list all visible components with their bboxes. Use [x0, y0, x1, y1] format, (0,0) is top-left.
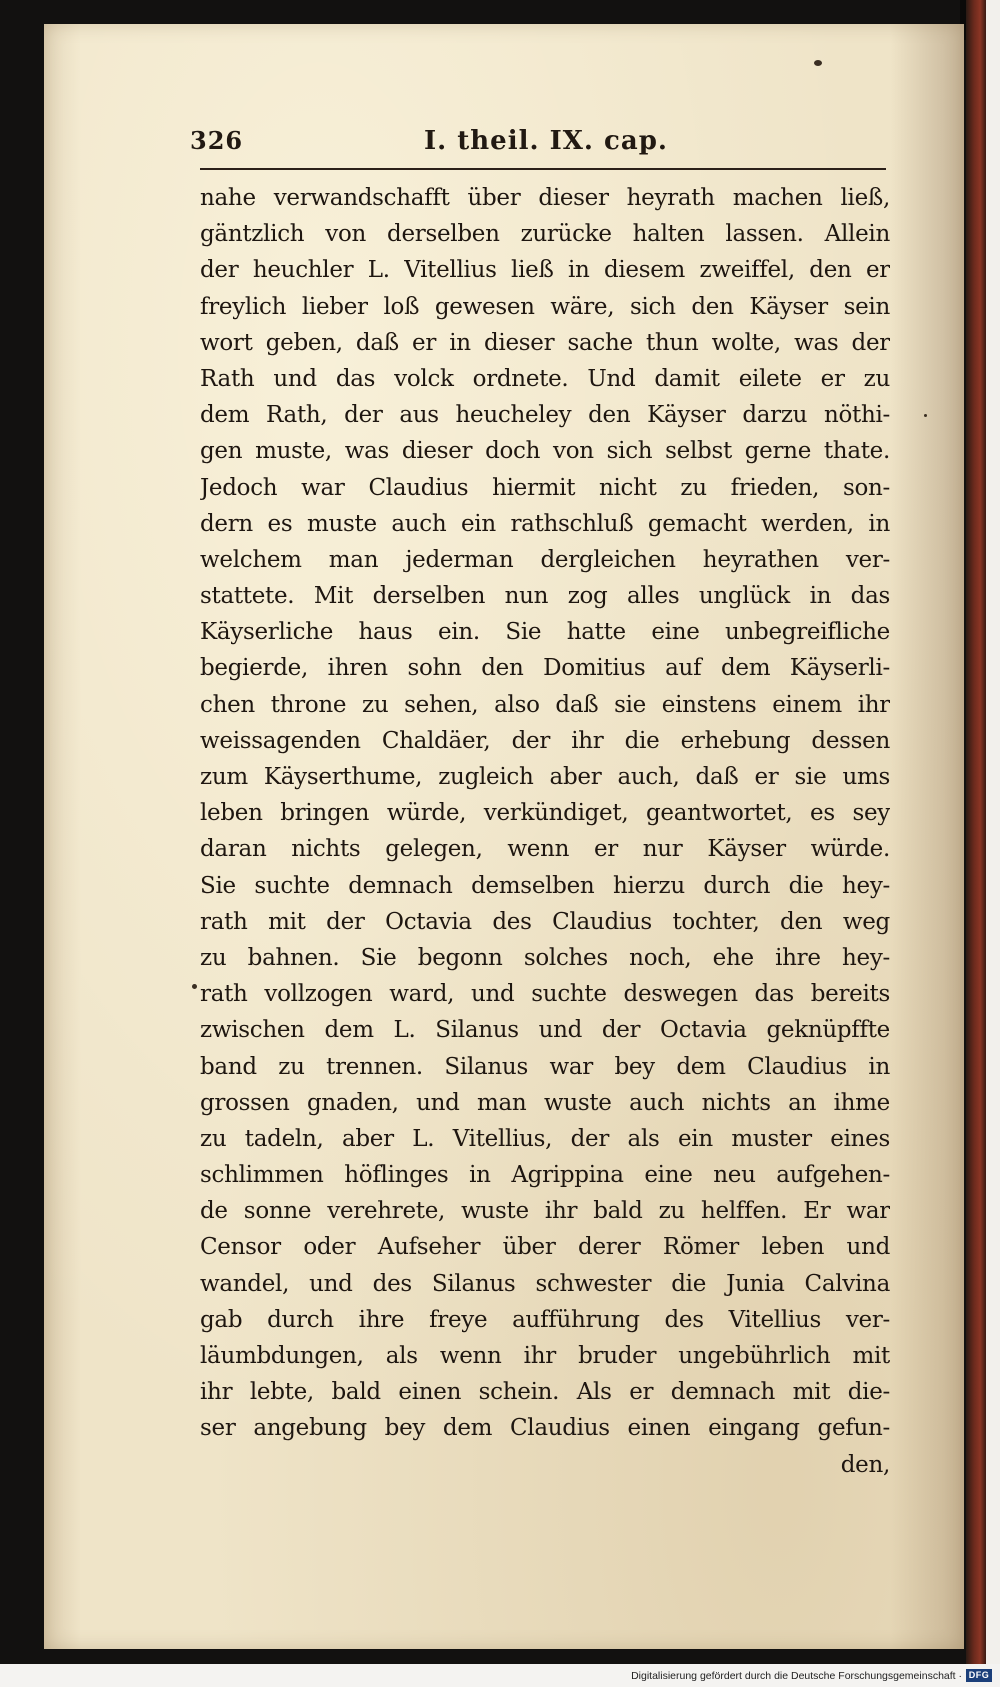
- text-line: Rath und das volck ordnete. Und damit eilete er zu: [200, 365, 890, 392]
- text-line: band zu trennen. Silanus war bey dem Claudius in: [200, 1053, 890, 1080]
- text-line: zum Käyserthume, zugleich aber auch, daß er sie ums: [200, 764, 890, 790]
- text-line: zu tadeln, aber L. Vitellius, der als ein muster eines: [200, 1125, 890, 1152]
- ink-spot: [924, 414, 927, 417]
- text-line: welchem man jederman dergleichen heyrathen ver-: [200, 546, 890, 573]
- text-line: chen throne zu sehen, also daß sie einstens einem ihr: [200, 691, 890, 718]
- text-line: Käyserliche haus ein. Sie hatte eine unbegreifliche: [200, 619, 890, 646]
- text-line: leben bringen würde, verkündiget, geantwortet, es sey: [200, 800, 890, 827]
- text-line: rath vollzogen ward, und suchte deswegen das bereits: [200, 981, 890, 1008]
- running-head: I. theil. IX. cap.: [424, 126, 668, 156]
- text-line: dern es muste auch ein rathschluß gemacht werden, in: [200, 510, 890, 537]
- page-number: 326: [190, 126, 244, 155]
- text-line: gab durch ihre freye aufführung des Vitellius ver-: [200, 1306, 890, 1333]
- text-line: der heuchler L. Vitellius ließ in diesem zweiffel, den er: [200, 257, 890, 284]
- text-line: ihr lebte, bald einen schein. Als er demnach mit die-: [200, 1379, 890, 1406]
- text-line: stattete. Mit derselben nun zog alles unglück in das: [200, 583, 890, 610]
- ink-spot: [192, 984, 197, 989]
- text-line: gäntzlich von derselben zurücke halten lassen. Allein: [200, 221, 890, 248]
- text-line: läumbdungen, als wenn ihr bruder ungebührlich mit: [200, 1343, 890, 1369]
- digitization-credit: Digitalisierung gefördert durch die Deutsche Forschungsgemeinschaft ·: [631, 1670, 962, 1682]
- ink-spot: [814, 60, 822, 66]
- text-line: dem Rath, der aus heucheley den Käyser darzu nöthi-: [200, 402, 890, 429]
- page-header: [174, 122, 884, 162]
- text-line: grossen gnaden, und man wuste auch nichts an ihme: [200, 1089, 890, 1116]
- page-body-text: [200, 180, 890, 1483]
- text-line: gen muste, was dieser doch von sich selbst gerne thate.: [200, 438, 890, 465]
- text-line: ser angebung bey dem Claudius einen eingang gefun-: [200, 1415, 890, 1442]
- catchword: den,: [840, 1451, 890, 1478]
- text-line: rath mit der Octavia des Claudius tochter, den weg: [200, 908, 890, 935]
- text-line: schlimmen höflinges in Agrippina eine neu aufgehen-: [200, 1162, 890, 1189]
- header-rule: [200, 168, 886, 170]
- book-binding-edge: [966, 0, 986, 1664]
- text-line: Censor oder Aufseher über derer Römer leben und: [200, 1234, 890, 1261]
- text-line: Sie suchte demnach demselben hierzu durch die hey-: [200, 872, 890, 899]
- text-line: freylich lieber loß gewesen wäre, sich den Käyser sein: [200, 293, 890, 320]
- text-line: de sonne verehrete, wuste ihr bald zu helffen. Er war: [200, 1198, 890, 1225]
- text-line: nahe verwandschafft über dieser heyrath machen ließ,: [200, 185, 890, 211]
- text-line: wort geben, daß er in dieser sache thun wolte, was der: [200, 329, 890, 356]
- text-line: Jedoch war Claudius hiermit nicht zu frieden, son-: [200, 474, 890, 501]
- text-line: begierde, ihren sohn den Domitius auf dem Käyserli-: [200, 655, 890, 682]
- text-line: wandel, und des Silanus schwester die Junia Calvina: [200, 1270, 890, 1297]
- dfg-logo: DFG: [966, 1669, 992, 1682]
- text-line: weissagenden Chaldäer, der ihr die erhebung dessen: [200, 727, 890, 754]
- text-line: daran nichts gelegen, wenn er nur Käyser würde.: [200, 836, 890, 863]
- text-line: zwischen dem L. Silanus und der Octavia geknüpffte: [200, 1017, 890, 1044]
- text-line: zu bahnen. Sie begonn solches noch, ehe ihre hey-: [200, 944, 890, 971]
